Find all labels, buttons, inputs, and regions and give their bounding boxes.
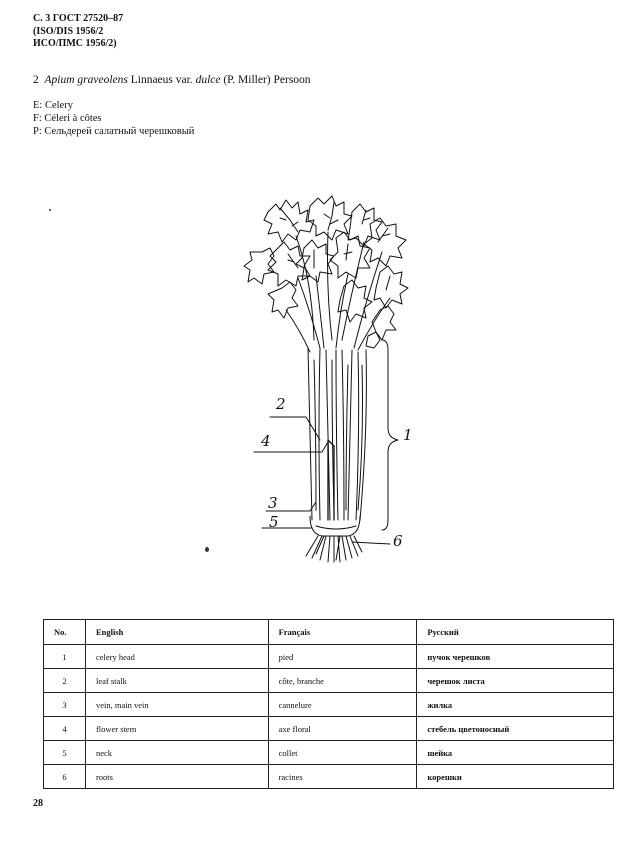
- document-header: [33, 13, 123, 51]
- callout-1: 1: [403, 426, 413, 444]
- cell-french: pied: [268, 645, 417, 669]
- column-header-russian: Русский: [417, 620, 614, 645]
- table-row: [44, 717, 614, 741]
- cell-english: flower stem: [85, 717, 268, 741]
- cell-no: 4: [44, 717, 86, 741]
- name-english: E: Celery: [33, 100, 73, 111]
- column-header-no: No.: [44, 620, 86, 645]
- cell-no: 1: [44, 645, 86, 669]
- cell-russian: шейка: [417, 741, 614, 765]
- cell-english: celery head: [85, 645, 268, 669]
- species-title: [33, 74, 311, 86]
- species-authority: Linnaeus var.: [130, 74, 193, 86]
- cell-no: 5: [44, 741, 86, 765]
- callout-6: 6: [393, 532, 403, 550]
- celery-leaves: [244, 196, 408, 348]
- cell-russian: стебель цветоносный: [417, 717, 614, 741]
- cell-french: cannelure: [268, 693, 417, 717]
- callout-2: 2: [276, 395, 286, 413]
- cell-english: leaf stalk: [85, 669, 268, 693]
- cell-english: vein, main vein: [85, 693, 268, 717]
- column-header-french: Français: [268, 620, 417, 645]
- callout-4: 4: [261, 432, 271, 450]
- species-genus: Apium graveolens: [44, 74, 128, 86]
- table-row: [44, 741, 614, 765]
- cell-no: 3: [44, 693, 86, 717]
- callout-5: 5: [269, 513, 279, 531]
- cell-russian: черешок листа: [417, 669, 614, 693]
- page-number: 28: [33, 798, 43, 809]
- header-iso-pms-reference: ИСО/ПМС 1956/2): [33, 38, 117, 49]
- species-authors: (P. Miller) Persoon: [223, 74, 311, 86]
- terms-table: [43, 619, 614, 789]
- cell-russian: жилка: [417, 693, 614, 717]
- cell-no: 2: [44, 669, 86, 693]
- cell-no: 6: [44, 765, 86, 789]
- species-variety: dulce: [195, 74, 221, 86]
- header-standard-number: С. 3 ГОСТ 27520–87: [33, 13, 124, 24]
- celery-roots: [306, 536, 362, 562]
- cell-russian: корешки: [417, 765, 614, 789]
- column-header-english: English: [85, 620, 268, 645]
- scan-speck: [49, 209, 51, 211]
- table-row: [44, 645, 614, 669]
- species-number: 2: [33, 74, 39, 86]
- cell-english: roots: [85, 765, 268, 789]
- table-row: [44, 693, 614, 717]
- table-row: [44, 669, 614, 693]
- cell-french: axe floral: [268, 717, 417, 741]
- celery-base: [310, 516, 360, 536]
- table-row: [44, 765, 614, 789]
- header-iso-reference: (ISO/DIS 1956/2: [33, 25, 104, 37]
- terms-table-header-row: [44, 620, 614, 645]
- name-russian: P: Сельдерей салатный черешковый: [33, 126, 195, 137]
- celery-illustration: [240, 190, 440, 565]
- callout-3: 3: [268, 494, 278, 512]
- name-french: F: Céleri à côtes: [33, 113, 102, 124]
- cell-french: racines: [268, 765, 417, 789]
- cell-english: neck: [85, 741, 268, 765]
- cell-french: collet: [268, 741, 417, 765]
- common-names: [33, 99, 194, 138]
- cell-french: côte, branche: [268, 669, 417, 693]
- cell-russian: пучок черешков: [417, 645, 614, 669]
- scan-speck: [205, 547, 209, 552]
